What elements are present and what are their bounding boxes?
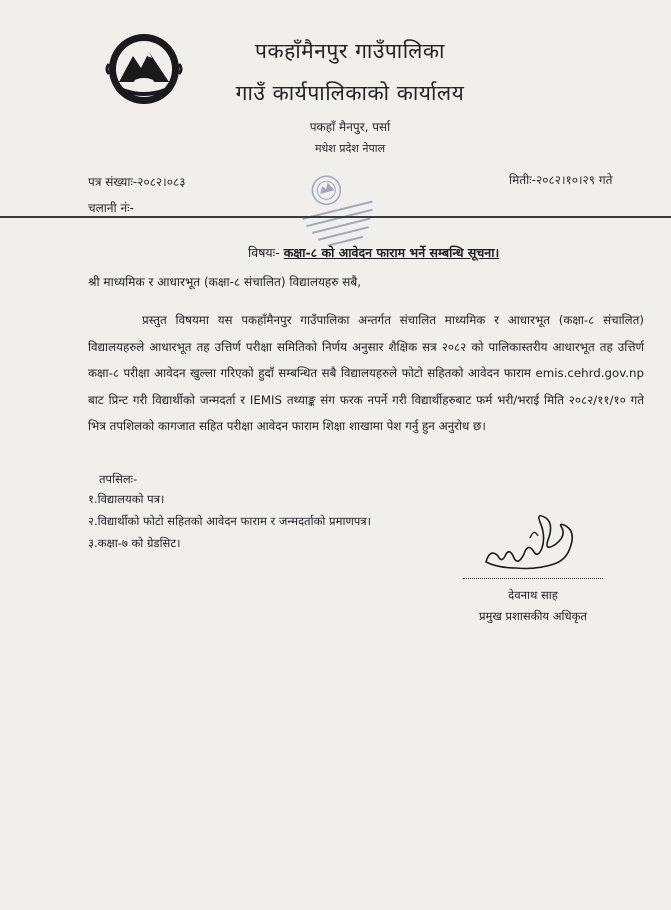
tapashil-heading: तपसिलः- bbox=[99, 472, 138, 486]
header-divider bbox=[0, 216, 671, 218]
tapashil-item: २.विद्यार्थीको फोटो सहितको आवेदन फाराम र जन्मदर्ताको प्रमाणपत्र। bbox=[88, 514, 372, 528]
org-name: पकहाँमैनपुर गाउँपालिका bbox=[255, 39, 445, 63]
reference-number: पत्र संख्याः-२०८२।०८३ bbox=[88, 175, 186, 189]
signatory-designation: प्रमुख प्रशासकीय अधिकृत bbox=[479, 609, 587, 623]
letter-date: मितीः-२०८२।१०।२९ गते bbox=[509, 173, 613, 187]
address-line-2: मधेश प्रदेश नेपाल bbox=[314, 142, 386, 155]
address-line-1: पकहाँ मैनपुर, पर्सा bbox=[309, 120, 391, 134]
office-name: गाउँ कार्यपालिकाको कार्यालय bbox=[235, 81, 465, 105]
tapashil-item: १.विद्यालयको पत्र। bbox=[88, 492, 165, 506]
body-paragraph: प्रस्तुत विषयमा यस पकहाँमैनपुर गाउँपालिका अन्तर्गत संचालित माध्यमिक र आधारभूत (कक्षा-८ संचालित) विद्यालयहरुले आधारभूत तह उत्तिर्ण परीक्षा समितिको निर्णय अनुसार शैक्षिक सत्र २०८२ को पालिकास्तरीय आधारभूत तह उत्तिर्ण कक्षा-८ परीक्षा आवेदन खुल्ला गरिएको हुदाँ सम्बन्धित सबै विद्यालयहरुले फोटो सहितको आवेदन फाराम emis.cehrd.gov.np बाट प्रिन्ट गरी विद्यार्थीको जन्मदर्ता र IEMIS तथ्याङ्क संग फरक नपर्ने गरी विद्यार्थीहरुबाट फर्म भरी/भराई मिति २०८२/११/१० गते भित्र तपशिलको कागजात सहित परीक्षा आवेदन फाराम शिक्षा शाखामा पेश गर्नु हुन अनुरोध छ। bbox=[88, 313, 644, 433]
chalani-number: चलानी नंः- bbox=[88, 201, 134, 215]
subject-line bbox=[248, 244, 499, 261]
signature-line bbox=[463, 578, 603, 579]
office-stamp bbox=[293, 166, 383, 250]
signatory-name: देवनाथ साह bbox=[508, 588, 558, 602]
tapashil-item: ३.कक्षा-७ को ग्रेडसिट। bbox=[88, 536, 181, 550]
subject-label: विषयः- bbox=[248, 245, 280, 260]
salutation: श्री माध्यमिक र आधारभूत (कक्षा-८ संचालित) विद्यालयहरु सबै, bbox=[88, 275, 362, 289]
subject-text: कक्षा-८ को आवेदन फाराम भर्ने सम्बन्धि सूचना। bbox=[283, 245, 500, 260]
handwritten-signature bbox=[476, 508, 584, 580]
